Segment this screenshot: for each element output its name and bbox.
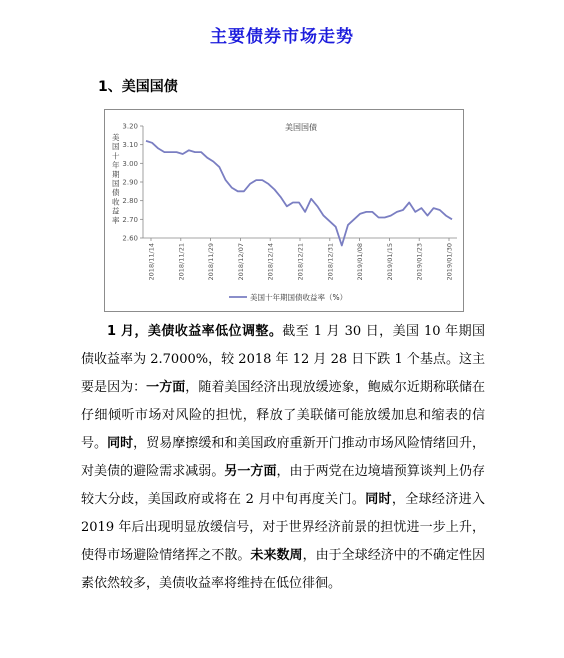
keyword-meanwhile-2: 同时 <box>365 492 392 507</box>
x-tick-label: 2019/01/23 <box>415 243 424 281</box>
x-tick-label: 2018/11/29 <box>207 243 216 281</box>
y-tick-label: 3.10 <box>122 141 138 150</box>
x-tick-label: 2018/11/14 <box>147 243 156 281</box>
x-tick-label: 2018/11/21 <box>177 243 186 281</box>
section-heading: 1、美国国债 <box>98 79 178 95</box>
keyword-other-side: 另一方面 <box>224 464 277 479</box>
y-tick-label: 2.60 <box>122 234 138 243</box>
y-axis-label: 美国十年期国债收益率 <box>112 133 120 225</box>
paragraph-text-f: ，由于全球经济中的不确定性因素依然较多，美债收益率将维持在低位徘徊。 <box>81 548 485 591</box>
x-tick-label: 2018/12/21 <box>296 243 305 281</box>
keyword-coming-weeks: 未来数周 <box>250 548 303 563</box>
chart-title: 美国国债 <box>285 123 317 132</box>
keyword-meanwhile-1: 同时 <box>107 436 134 451</box>
paragraph-text-a: 截至 1 月 30 日，美国 10 年期国债收益率为 2.7000%，较 2018 年 12 月 28 日下跌 1 个基点。这主要是因为： <box>81 324 486 395</box>
paragraph-lead: 1 月，美债收益率低位调整。 <box>107 324 283 339</box>
y-tick-label: 2.70 <box>122 215 138 224</box>
keyword-one-side: 一方面 <box>146 380 186 395</box>
yield-series-line <box>146 141 452 246</box>
document-title: 主要债券市场走势 <box>210 27 354 47</box>
x-tick-label: 2019/01/15 <box>385 243 394 281</box>
y-tick-label: 2.90 <box>122 178 138 187</box>
paragraph-text-d: ，由于两党在边境墙预算谈判上仍存较大分歧，美国政府或将在 2 月中旬再度关门。 <box>81 464 485 507</box>
paragraph-text-e: ，全球经济进入 2019 年后出现明显放缓信号，对于世界经济前景的担忧进一步上升，使得市场避险情绪挥之不散。 <box>81 492 485 563</box>
x-tick-label: 2019/01/30 <box>445 243 454 281</box>
y-tick-label: 2.80 <box>122 197 138 206</box>
x-tick-label: 2018/12/14 <box>266 243 275 281</box>
y-tick-label: 3.00 <box>122 159 138 168</box>
x-tick-label: 2018/12/31 <box>326 242 335 281</box>
chart-canvas <box>105 110 463 311</box>
paragraph-text-b: ，随着美国经济出现放缓迹象，鲍威尔近期称联储在仔细倾听市场对风险的担忧，释放了美联储可能放缓加息和缩表的信号。 <box>81 380 485 451</box>
x-tick-label: 2019/01/08 <box>356 243 365 281</box>
legend-label: 美国十年期国债收益率（%） <box>250 293 348 302</box>
paragraph-text-c: ，贸易摩擦缓和和美国政府重新开门推动市场风险情绪回升，对美债的避险需求减弱。 <box>81 436 485 479</box>
treasury-yield-chart <box>104 109 464 312</box>
analysis-paragraph <box>81 318 485 598</box>
y-tick-label: 3.20 <box>122 122 138 131</box>
x-tick-label: 2018/12/07 <box>236 243 245 281</box>
